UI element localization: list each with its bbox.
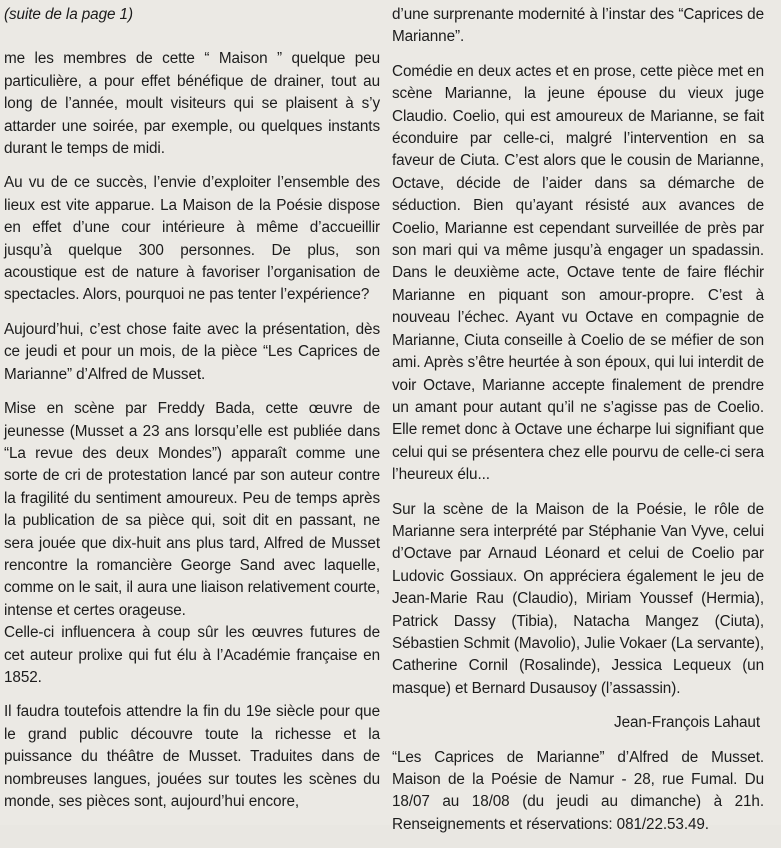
paragraph: Celle-ci influencera à coup sûr les œuvres futures de cet auteur prolixe qui fut élu à l’Académie française en 1852.: [4, 624, 380, 686]
paragraph: Aujourd’hui, c’est chose faite avec la présentation, dès ce jeudi et pour un mois, de la pièce “Les Caprices de Marianne” d’Alfred de Musset.: [4, 320, 380, 383]
show-info: “Les Caprices de Marianne” d’Alfred de Musset. Maison de la Poésie de Namur - 28, rue Fumal. Du 18/07 au 18/08 (du jeudi au dimanche) à 21h. Renseignements et réservations: 081/22.53.49.: [392, 748, 764, 833]
paragraph: Il faudra toutefois attendre la fin du 19e siècle pour que le grand public découvre toute la richesse et la puissance du théâtre de Musset. Traduites dans de nombreuses langues, jouées sur toutes les scènes du monde, ses pièces sont, aujourd’hui encore,: [4, 703, 380, 810]
right-column: [392, 0, 764, 848]
paragraph: me les membres de cette “ Maison ” quelque peu particulière, a pour effet bénéfique de drainer, tout au long de l’année, moult visiteurs qui se plaisent à s’y attarder une soirée, par exemple, ou quelques instants durant le temps de midi.: [4, 50, 380, 158]
paragraph: Au vu de ce succès, l’envie d’exploiter l’ensemble des lieux est vite apparue. La Maison de la Poésie dispose en effet d’une cour intérieure à même d’accueillir jusqu’à quelque 300 personnes. De plus, son acoustique est de nature à favoriser l’organisation de spectacles. Alors, pourquoi ne pas tenter l’expérience?: [4, 174, 380, 304]
author-signature: Jean-François Lahaut: [614, 714, 760, 732]
left-column: [4, 0, 380, 825]
paragraph: d’une surprenante modernité à l’instar des “Caprices de Marianne”.: [392, 6, 764, 46]
paragraph: Mise en scène par Freddy Bada, cette œuvre de jeunesse (Musset a 23 ans lorsqu’elle est publiée dans “La revue des deux Mondes”) apparaît comme une sorte de cri de protestation lancé par son auteur contre la fragilité du sentiment amoureux. Peu de temps après la publication de sa pièce qui, soit dit en passant, ne sera jouée que dix-huit ans plus tard, Alfred de Musset rencontre la romancière George Sand avec laquelle, comme on le sait, il aura une liaison relativement courte, intense et certes orageuse.: [4, 400, 380, 619]
paragraph: Comédie en deux actes et en prose, cette pièce met en scène Marianne, la jeune épouse du vieux juge Claudio. Coelio, qui est amoureux de Marianne, se fait éconduire par celle-ci, malgré l’intervention en sa faveur de Ciuta. C’est alors que le cousin de Marianne, Octave, décide de l’aider dans sa démarche de séduction. Bien qu’ayant résisté aux avances de Coelio, Marianne est cependant surveillée de près par son mari qui va même jusqu’à engager un spadassin. Dans le deuxième acte, Octave tente de faire fléchir Marianne en piquant son amour-propre. C’est à nouveau l’échec. Ayant vu Octave en compagnie de Marianne, Ciuta conseille à Coelio de se méfier de son ami. Après s’être heurtée à son époux, qui lui interdit de voir Octave, Marianne accepte finalement de prendre un amant pour autant qu’il ne s’agisse pas de Coelio. Elle remet donc à Octave une écharpe lui signifiant que celui qui se présentera chez elle pourvu de celle-ci sera l’heureux élu...: [392, 62, 764, 484]
paragraph: Sur la scène de la Maison de la Poésie, le rôle de Marianne sera interprété par Stéphanie Van Vyve, celui d’Octave par Arnaud Léonard et celui de Coelio par Ludovic Gossiaux. On appréciera également le jeu de Jean-Marie Rau (Claudio), Miriam Youssef (Hermia), Patrick Dassy (Tibia), Natacha Mangez (Ciuta), Sébastien Schmit (Mavolio), Julie Vokaer (La servante), Catherine Cornil (Rosalinde), Jessica Lequeux (un masque) et Bernard Dusausoy (l’assassin).: [392, 500, 764, 697]
continued-note: (suite de la page 1): [4, 6, 133, 23]
